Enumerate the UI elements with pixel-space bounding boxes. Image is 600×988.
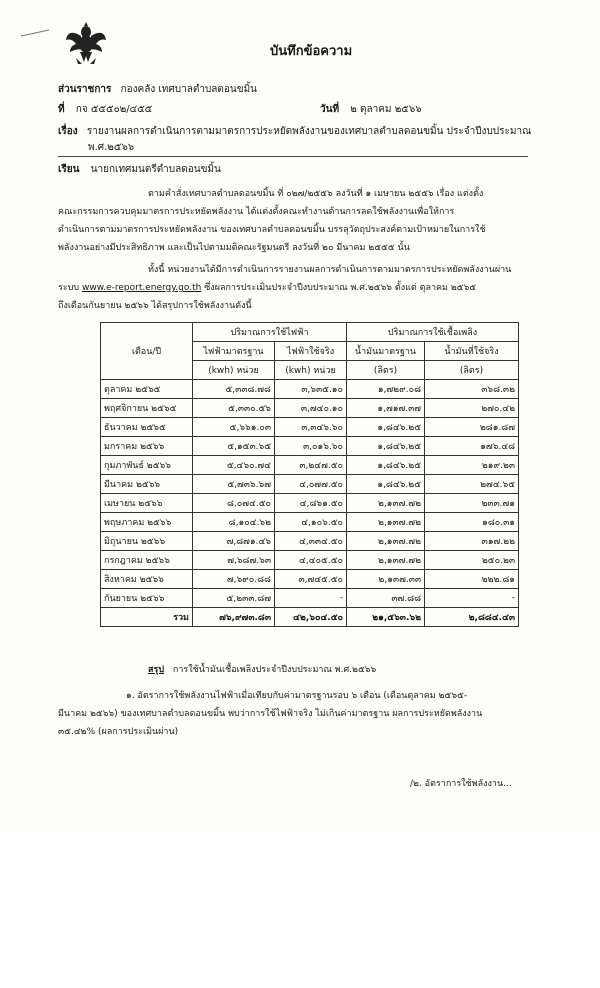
subject-line-2: พ.ศ.๒๕๖๖ — [88, 142, 135, 153]
cell-month: มกราคม ๒๕๖๖ — [101, 437, 193, 456]
table-row — [101, 399, 519, 418]
pen-stroke-mark — [20, 28, 50, 38]
cell-month: มีนาคม ๒๕๖๖ — [101, 475, 193, 494]
cell-elec-act: - — [275, 589, 347, 608]
summary-item1-line-2: มีนาคม ๒๕๖๖) ของเทศบาลตำบลดอนขมิ้น พบว่าการใช้ไฟฟ้าจริง ไม่เกินค่ามาตรฐาน ผลการประหยัดพลังงาน — [58, 709, 483, 719]
cell-elec-std: ๕,๓๓๐.๕๖ — [193, 399, 275, 418]
cell-fuel-act: ๒๗๐.๔๒ — [425, 399, 519, 418]
e-report-link[interactable]: www.e-report.energy.go.th — [81, 283, 202, 293]
to-label: เรียน — [58, 164, 80, 175]
table-row — [101, 513, 519, 532]
cell-fuel-std: ๑,๘๔๖.๒๕ — [347, 456, 425, 475]
cell-month: กันยายน ๒๕๖๖ — [101, 589, 193, 608]
to-value: นายกเทศมนตรีตำบลดอนขมิ้น — [90, 164, 221, 175]
cell-fuel-act: ๒๑๙.๒๓ — [425, 456, 519, 475]
cell-elec-std: ๘,๑๐๔.๖๒ — [193, 513, 275, 532]
cell-month: ตุลาคม ๒๕๖๕ — [101, 380, 193, 399]
ref-value: กจ ๕๕๕๐๒/๔๕๕ — [75, 104, 153, 115]
table-row — [101, 418, 519, 437]
energy-usage-table — [100, 322, 519, 627]
table-row — [101, 437, 519, 456]
cell-elec-act: ๔,๑๐๖.๕๐ — [275, 513, 347, 532]
cell-elec-act: ๓,๗๔๕.๕๐ — [275, 570, 347, 589]
cell-elec-std: ๕,๔๖๐.๗๔ — [193, 456, 275, 475]
table-total-row — [101, 608, 519, 627]
cell-fuel-std: ๑,๗๒๙.๐๘ — [347, 380, 425, 399]
subject-label: เรื่อง — [58, 126, 78, 137]
date-label: วันที่ — [320, 104, 340, 115]
ref-label: ที่ — [58, 104, 65, 115]
cell-elec-act: ๓,๐๑๖.๖๐ — [275, 437, 347, 456]
cell-fuel-act: ๒๗๔.๖๕ — [425, 475, 519, 494]
col-header-elec-std-1: ไฟฟ้ามาตรฐาน — [193, 342, 275, 361]
cell-fuel-act: ๒๘๑.๘๗ — [425, 418, 519, 437]
table-row — [101, 494, 519, 513]
cell-fuel-act: ๒๒๒.๘๑ — [425, 570, 519, 589]
cell-month: สิงหาคม ๒๕๖๖ — [101, 570, 193, 589]
col-header-fuel-act-2: (ลิตร) — [425, 361, 519, 380]
total-label: รวม — [101, 608, 193, 627]
cell-month: พฤศจิกายน ๒๕๖๕ — [101, 399, 193, 418]
subject-line-1: รายงานผลการดำเนินการตามมาตรการประหยัดพลังงานของเทศบาลตำบลดอนขมิ้น ประจำปีงบประมาณ — [86, 126, 532, 137]
cell-elec-std: ๗,๘๗๑.๔๖ — [193, 532, 275, 551]
cell-elec-act: ๓,๖๓๕.๑๐ — [275, 380, 347, 399]
continuation-note: /๒. อัตราการใช้พลังงาน... — [410, 779, 512, 789]
cell-fuel-std: ๑,๘๔๖.๒๕ — [347, 437, 425, 456]
total-fuel-std: ๒๑,๕๖๓.๖๒ — [347, 608, 425, 627]
cell-elec-act: ๓,๗๔๐.๑๐ — [275, 399, 347, 418]
cell-elec-act: ๔,๔๐๕.๕๐ — [275, 551, 347, 570]
cell-elec-act: ๓,๒๔๗.๕๐ — [275, 456, 347, 475]
summary-item1-line-3: ๓๕.๔๒% (ผลการประเมินผ่าน) — [58, 727, 179, 737]
cell-elec-std: ๕,๗๓๖.๖๗ — [193, 475, 275, 494]
cell-fuel-std: ๒,๑๓๗.๗๒ — [347, 494, 425, 513]
cell-elec-std: ๕,๒๓๓.๘๗ — [193, 589, 275, 608]
cell-month: เมษายน ๒๕๖๖ — [101, 494, 193, 513]
col-header-fuel-std-2: (ลิตร) — [347, 361, 425, 380]
cell-fuel-act: ๑๗๖.๔๘ — [425, 437, 519, 456]
table-row — [101, 475, 519, 494]
col-group-fuel: ปริมาณการใช้เชื้อเพลิง — [347, 323, 519, 342]
cell-elec-act: ๓,๓๔๖.๖๐ — [275, 418, 347, 437]
para1-line-2: คณะกรรมการควบคุมมาตรการประหยัดพลังงาน ได้แต่งตั้งคณะทำงานด้านการลดใช้พลังงานเพื่อให้การ — [58, 207, 455, 217]
cell-elec-act: ๔,๘๖๑.๕๐ — [275, 494, 347, 513]
garuda-emblem-icon — [64, 18, 108, 66]
summary-text: การใช้น้ำมันเชื้อเพลิงประจำปีงบประมาณ พ.ศ.๒๕๖๖ — [172, 665, 377, 675]
cell-elec-act: ๔,๓๓๔.๕๐ — [275, 532, 347, 551]
para2-system-label: ระบบ — [58, 283, 80, 293]
agency-value: กองคลัง เทศบาลตำบลดอนขมิ้น — [120, 84, 258, 95]
blank-margin — [0, 830, 600, 988]
para2-line-2-rest: ซึ่งผลการประเมินประจำปีงบประมาณ พ.ศ.๒๕๖๖ ตั้งแต่ ตุลาคม ๒๕๖๕ — [204, 283, 477, 293]
cell-fuel-std: ๒,๑๓๗.๓๓ — [347, 570, 425, 589]
total-fuel-act: ๒,๘๘๔.๔๓ — [425, 608, 519, 627]
cell-elec-std: ๗,๖๘๗.๖๓ — [193, 551, 275, 570]
cell-fuel-std: ๒,๑๓๗.๗๒ — [347, 551, 425, 570]
col-header-elec-std-2: (kwh) หน่วย — [193, 361, 275, 380]
cell-elec-std: ๗,๖๙๐.๘๘ — [193, 570, 275, 589]
cell-month: กรกฎาคม ๒๕๖๖ — [101, 551, 193, 570]
cell-fuel-act: ๓๖๘.๓๒ — [425, 380, 519, 399]
cell-month: พฤษภาคม ๒๕๖๖ — [101, 513, 193, 532]
cell-fuel-act: - — [425, 589, 519, 608]
cell-fuel-std: ๒,๑๓๗.๗๒ — [347, 532, 425, 551]
summary-label: สรุป — [148, 665, 165, 675]
cell-elec-std: ๕,๖๖๑.๐๓ — [193, 418, 275, 437]
cell-elec-act: ๔,๐๗๗.๕๐ — [275, 475, 347, 494]
date-value: ๒ ตุลาคม ๒๕๖๖ — [350, 104, 422, 115]
cell-fuel-act: ๑๘๐.๓๑ — [425, 513, 519, 532]
cell-fuel-std: ๑,๘๔๖.๒๕ — [347, 475, 425, 494]
col-header-elec-act-2: (kwh) หน่วย — [275, 361, 347, 380]
cell-month: ธันวาคม ๒๕๖๕ — [101, 418, 193, 437]
para2-line-3: ถึงเดือนกันยายน ๒๕๖๖ ได้สรุปการใช้พลังงานดังนี้ — [58, 301, 252, 311]
total-elec-act: ๔๒,๖๐๔.๕๐ — [275, 608, 347, 627]
cell-month: มิถุนายน ๒๕๖๖ — [101, 532, 193, 551]
cell-elec-std: ๕,๓๓๘.๗๘ — [193, 380, 275, 399]
cell-fuel-act: ๓๑๗.๒๒ — [425, 532, 519, 551]
cell-fuel-std: ๑,๘๔๖.๒๕ — [347, 418, 425, 437]
cell-fuel-std: ๓๗.๘๘ — [347, 589, 425, 608]
para1-line-3: ดำเนินการตามมาตรการประหยัดพลังงาน ของเทศบาลตำบลดอนขมิ้น บรรลุวัตถุประสงค์ตามเป้าหมายในการใช้ — [58, 225, 486, 235]
para2-line-1: ทั้งนี้ หน่วยงานได้มีการดำเนินการรายงานผลการดำเนินการตามมาตรการประหยัดพลังงานผ่าน — [148, 265, 512, 275]
cell-elec-std: ๘,๐๗๔.๕๐ — [193, 494, 275, 513]
para1-line-1: ตามคำสั่งเทศบาลตำบลดอนขมิ้น ที่ ๐๒๗/๒๕๕๖ ลงวันที่ ๑ เมษายน ๒๕๕๖ เรื่อง แต่งตั้ง — [148, 189, 484, 199]
col-header-elec-act-1: ไฟฟ้าใช้จริง — [275, 342, 347, 361]
col-header-fuel-std-1: น้ำมันมาตรฐาน — [347, 342, 425, 361]
header-divider — [58, 156, 528, 157]
total-elec-std: ๗๖,๙๗๓.๘๓ — [193, 608, 275, 627]
table-row — [101, 589, 519, 608]
memo-title: บันทึกข้อความ — [270, 44, 353, 59]
agency-label: ส่วนราชการ — [58, 84, 112, 95]
table-row — [101, 456, 519, 475]
cell-fuel-std: ๑,๗๑๗.๓๗ — [347, 399, 425, 418]
table-row — [101, 551, 519, 570]
table-row — [101, 570, 519, 589]
table-row — [101, 380, 519, 399]
col-header-fuel-act-1: น้ำมันที่ใช้จริง — [425, 342, 519, 361]
summary-item1-line-1: ๑. อัตราการใช้พลังงานไฟฟ้าเมื่อเทียบกับค่ามาตรฐานรอบ ๖ เดือน (เดือนตุลาคม ๒๕๖๕- — [126, 691, 468, 701]
cell-month: กุมภาพันธ์ ๒๕๖๖ — [101, 456, 193, 475]
para1-line-4: พลังงานอย่างมีประสิทธิภาพ และเป็นไปตามมติคณะรัฐมนตรี ลงวันที่ ๒๐ มีนาคม ๒๕๕๕ นั้น — [58, 243, 410, 253]
table-row — [101, 532, 519, 551]
cell-fuel-act: ๒๓๓.๗๑ — [425, 494, 519, 513]
cell-fuel-std: ๒,๑๓๗.๗๒ — [347, 513, 425, 532]
cell-elec-std: ๕,๑๕๓.๖๕ — [193, 437, 275, 456]
col-group-electricity: ปริมาณการใช้ไฟฟ้า — [193, 323, 347, 342]
col-header-month: เดือน/ปี — [101, 323, 193, 380]
cell-fuel-act: ๒๕๐.๒๓ — [425, 551, 519, 570]
